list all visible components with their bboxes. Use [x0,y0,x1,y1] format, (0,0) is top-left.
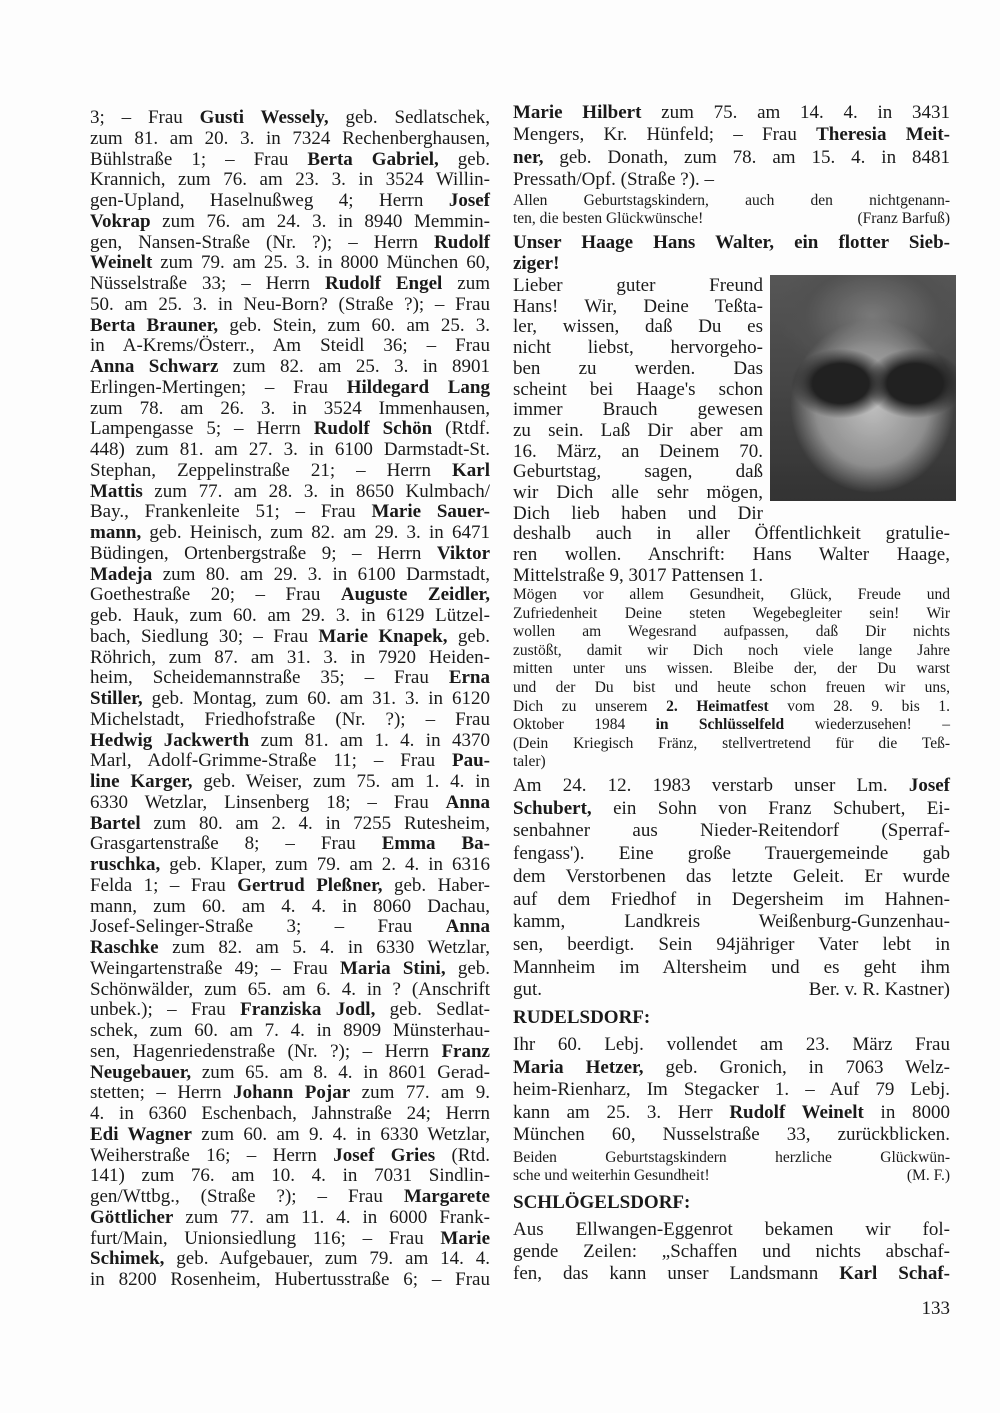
birthday-list-line [90,1208,490,1229]
line-text: Röhrich, zum 87. am 31. 3. in 7920 Heiden- [90,646,490,668]
line-text: 3; – Frau [90,107,200,128]
line-text: Goethestraße 20; – Frau [90,584,341,606]
line-text: zustößt, damit wir Dich noch viele lange Jahre [513,641,950,659]
haage-line [513,380,763,401]
line-text: gen/Wttbg., (Straße ?); – Frau [90,1186,404,1207]
line-text: bach, Siedlung 30; – Frau [90,625,319,647]
haage-line [513,462,763,483]
line-text: Bay., Frankenleite 51; – Frau [90,501,372,523]
signature: (Franz Barfuß) [857,209,950,227]
birthday-list-line [90,959,490,980]
bold-name: Johann Pojar [233,1082,351,1104]
line-text: geb. Gronich, in 7063 Welz- [643,1056,950,1078]
birthday-list-line [90,710,490,731]
line-text: ein Sohn von Franz Schubert, Ei- [591,797,950,819]
wish-line [513,716,950,735]
bold-name: Schimek, [90,1248,165,1270]
line-text: geb. Donath, zum 78. am 15. 4. in 8481 [543,146,950,168]
line-text: gen, Nansen-Straße (Nr. ?); – Herrn [90,231,435,253]
line-text: Marl, Adolf-Grimme-Straße 11; – Frau [90,750,452,772]
wish-line [513,586,950,605]
birthday-list-line [90,1270,490,1291]
line-text: zum 75. am 14. 4. in 3431 [641,102,951,123]
bold-name: Anna [445,916,490,938]
line-text: geb. Hauk, zum 60. am 29. 3. in 6129 Lützel- [90,605,490,626]
bold-name: Gertrud Pleßner, [237,874,383,896]
wish-line [513,605,950,624]
line-text: geb. Weiser, zum 75. am 1. 4. in [192,771,490,792]
line-text: Felda 1; – Frau [90,874,238,896]
line-text: ben zu werden. Das [513,357,763,379]
line-text: sen, beerdigt. Sein 94jähriger Vater lebt in [513,933,950,955]
wish-line [513,642,950,661]
rudelsdorf-line [513,1124,950,1147]
line-text: zum 78. am 26. 3. in 3524 Immenhausen, [90,397,490,419]
bold-name: Anna [445,791,490,813]
line-text: SCHLÖGELSDORF: [513,1192,691,1213]
bold-name: Anna Schwarz [90,356,219,377]
birthday-list-line [90,834,490,855]
birthday-list-line [90,814,490,835]
bold-name: Auguste Zeidler, [340,584,490,606]
line-text: sen, Hagenriedenstraße (Nr. ?); – Herrn [90,1040,442,1062]
line-text: zum 79. am 25. 3. in 8000 München 60, [152,252,490,274]
portrait-photo-hans-walter-haage [770,275,956,501]
birthday-list-line [90,544,490,565]
birthday-list-line [90,502,490,523]
haage-line [513,338,763,359]
line-text: taler) [513,753,546,771]
line-text: Weiherstraße 16; – Herrn [90,1144,334,1166]
line-text: heim, Scheidemannstraße 35; – Frau [90,667,449,689]
wish-line [513,679,950,698]
line-text: Hans! Wir, Deine Teßta- [513,295,763,317]
line-text: wiederzusehen! – [784,716,950,734]
schubert-line [513,911,950,934]
line-text: zum 80. am 2. 4. in 7255 Rutesheim, [140,812,490,834]
haage-line [513,359,763,380]
marie-line [513,169,950,191]
birthday-list-line [90,585,490,606]
birthday-list-line [90,938,490,959]
birthday-list-line [90,1166,490,1187]
schubert-line [513,957,950,980]
line-text: Geburtstag, sagen, daß [513,461,763,483]
line-text: auf dem Friedhof in Degersheim im Hahnen- [513,888,950,910]
birthday-list-line [90,648,490,669]
line-text: kann am 25. 3. Herr [513,1101,730,1123]
line-text: wir Dich alle sehr mögen, [513,482,763,503]
line-text: Weingartenstraße 49; – Frau [90,957,340,979]
birthday-list-line [90,1063,490,1084]
bold-name: Franziska Jodl, [240,999,376,1021]
line-text: Mannheim im Altersheim und es geht ihm [513,956,950,978]
barfuss-line [513,210,950,228]
line-text: Mögen vor allem Gesundheit, Glück, Freude und [513,586,950,603]
line-text: vom 28. 9. bis 1. [768,697,950,715]
bold-name: Emma Ba- [381,833,490,855]
line-text: (Rtdf. [432,418,490,440]
line-text: fengass'). Eine große Trauergemeinde gab [513,843,950,865]
line-text: Lampengasse 5; – Herrn [90,418,314,440]
schloegelsdorf-line [513,1219,950,1241]
bold-name: Berta Brauner, [90,314,219,336]
rudelsdorf-line [513,1034,950,1057]
line-text: wollen am Wegesrand aufpassen, daß Dir nichts [513,623,950,641]
birthday-list-line [90,876,490,897]
line-text: senbahner aus Nieder-Reitendorf (Sperraf- [513,820,950,842]
line-text: Krannich, zum 76. am 23. 3. in 3524 Willin- [90,169,490,191]
line-text: (Dein Kriegisch Fränz, stellvertretend für die Teß- [513,734,950,752]
line-text: geb. [445,957,490,979]
line-text: Lieber guter Freund [513,275,763,296]
line-text: geb. Aufgebauer, zum 79. am 14. 4. [164,1248,490,1270]
birthday-list-line [90,461,490,482]
line-text: Bühlstraße 1; – Frau [90,148,308,170]
birthday-list-line [90,731,490,752]
line-text: immer Brauch gewesen [513,399,763,421]
schubert-line [513,775,950,798]
line-text: 6330 Wetzlar, Linsenberg 18; – Frau [90,791,446,813]
bold-name: Mattis [90,480,143,502]
rudelsdorf-heading-line [513,1007,950,1029]
line-text: zum [442,273,490,294]
line-text: stetten; – Herrn [90,1082,234,1104]
bold-name: Maria Hetzer, [513,1056,644,1078]
birthday-list-line [90,399,490,420]
line-text: geb. Klaper, zum 79. am 2. 4. in 6316 [160,854,490,875]
bold-name: ner, [513,146,544,168]
line-text: München 60, Nusselstraße 33, zurückblicken. [513,1124,950,1145]
birthday-list-line [90,1083,490,1104]
birthday-list-line [90,917,490,938]
line-text: heim-Rienharz, Im Stegacker 1. – Auf 79 Lebj. [513,1079,950,1100]
bold-name: Theresia Meit- [816,124,950,146]
page-number: 133 [921,1298,950,1319]
line-text: zum 77. am 28. 3. in 8650 Kulmbach/ [142,480,490,502]
line-text: Schönwälder, zum 65. am 6. 4. in ? (Anschrift [90,978,490,1000]
line-text: Michelstadt, Friedhofstraße (Nr. ?); – Frau [90,708,490,730]
line-text: Nüsselstraße 33; – Herrn [90,273,325,294]
haage-line [513,524,950,545]
haage-line [513,545,950,566]
barfuss-line [513,192,950,210]
bold-name: Franz [441,1040,490,1062]
schubert-line [513,820,950,843]
bold-name: in Schlüsselfeld [655,716,785,734]
wish-line [513,735,950,754]
haage-line [513,297,763,318]
schloegelsdorf-line [513,1241,950,1263]
line-text: Mittelstraße 9, 3017 Pattensen 1. [513,564,764,586]
line-text: in A-Krems/Österr., Am Steidl 36; – Frau [90,335,490,357]
bold-name: Marie Hilbert [513,102,642,123]
signature: (M. F.) [906,1166,950,1184]
line-text: gen-Upland, Haselnußweg 4; Herrn [90,190,449,211]
birthday-list-line [90,1104,490,1125]
schubert-line [513,866,950,889]
line-text: nicht liebst, hervorgeho- [513,337,763,359]
marie-line [513,124,950,146]
birthday-list-line [90,1021,490,1042]
rudelsdorf-line [513,1102,950,1125]
schubert-line [513,979,950,1002]
birthday-list-line [90,150,490,171]
wish-line [513,660,950,679]
bold-name: Vokrap [90,210,151,232]
birthday-list-line [90,565,490,586]
rudelsdorf-note-line [513,1149,950,1167]
line-text: Oktober 1984 [513,716,656,734]
schubert-line [513,934,950,957]
line-text: geb. [447,625,491,647]
line-text: fen, das kann unser Landsmann [513,1263,840,1284]
line-text: Aus Ellwangen-Eggenrot bekamen wir fol- [513,1219,950,1240]
birthday-list-line [90,980,490,1001]
wish-line [513,698,950,717]
haage-line [513,483,763,504]
haage-heading-line [513,253,950,274]
marie-line [513,102,950,124]
line-text: zum 80. am 29. 3. in 6100 Darmstadt, [152,563,490,585]
birthday-list-line [90,1000,490,1021]
line-text: geb. [438,148,490,170]
haage-heading-line [513,232,950,253]
schubert-line [513,843,950,866]
birthday-list-line [90,233,490,254]
line-text: mitten unter uns wissen. Bleibe der, der Du warst [513,660,950,678]
birthday-list-line [90,772,490,793]
haage-line [513,421,763,442]
birthday-list-line [90,108,490,129]
bold-name: Viktor [436,542,490,564]
line-text: zum 82. am 25. 3. in 8901 [218,356,490,377]
bold-name: Erna [448,667,490,689]
birthday-list-line [90,253,490,274]
line-text: kamm, Landkreis Weißenburg-Gunzenhau- [513,911,950,933]
line-text: scheint bei Haage's schon [513,378,763,400]
line-text: 16. März, an Deinem 70. [513,440,763,462]
line-text: geb. Haber- [382,874,490,896]
line-text: Allen Geburtstagskindern, auch den nichtgenann- [513,192,950,209]
line-text: gut. [513,979,543,1001]
line-text: Dich zu unserem [513,697,667,715]
birthday-list-line [90,751,490,772]
line-text: geb. Sedlat- [375,999,490,1021]
bold-name: Marie [440,1227,490,1249]
line-text: (Rtd. [435,1144,490,1166]
schubert-line [513,798,950,821]
wish-line [513,623,950,642]
schubert-line [513,889,950,912]
line-text: unbek.); – Frau [90,999,241,1021]
birthday-list-line [90,627,490,648]
schloegelsdorf-heading-line [513,1192,950,1214]
birthday-list-line [90,212,490,233]
line-text: ten, die besten Glückwünsche! [513,209,704,227]
birthday-list-line [90,1249,490,1270]
birthday-list-line [90,357,490,378]
birthday-list-line [90,689,490,710]
line-text: geb. Montag, zum 60. am 31. 3. in 6120 [142,688,490,709]
birthday-list-line [90,316,490,337]
bold-name: Bartel [90,812,141,834]
bold-name: 2. Heimatfest [666,697,769,715]
haage-line [513,400,763,421]
bold-name: Karl [452,459,490,481]
birthday-list-line [90,897,490,918]
line-text: ren wollen. Anschrift: Hans Walter Haage, [513,544,950,566]
birthday-list-line [90,440,490,461]
line-text: zum 77. am 11. 4. in 6000 Frank- [173,1206,490,1228]
signature: Ber. v. R. Kastner) [808,979,950,1001]
bold-name: Hildegard Lang [346,376,490,398]
bold-name: Weinelt [90,252,153,274]
line-text: RUDELSDORF: [513,1007,651,1028]
bold-name: Rudolf Schön [313,418,433,440]
birthday-list-line [90,1229,490,1250]
bold-name: Josef [908,775,950,796]
line-text: geb. Heinisch, zum 82. am 29. 3. in 6471 [141,522,490,543]
marie-line [513,147,950,169]
birthday-list-line [90,336,490,357]
bold-name: Neugebauer, [90,1061,192,1083]
line-text: Erlingen-Mertingen; – Frau [90,376,347,398]
bold-name: Edi Wagner [90,1123,192,1145]
line-text: Büdingen, Ortenbergstraße 9; – Herrn [90,542,437,564]
line-text: Grasgartenstraße 8; – Frau [90,833,382,855]
schloegelsdorf-line [513,1263,950,1285]
line-text: zum 77. am 9. [350,1082,490,1104]
line-text: ziger! [513,253,560,274]
birthday-list-line [90,1146,490,1167]
bold-name: Gusti Wessely, [199,107,329,128]
bold-name: mann, [90,522,142,543]
line-text: furt/Main, Unionsiedlung 116; – Frau [90,1227,441,1249]
bold-name: Madeja [90,563,153,585]
bold-name: Maria Stini, [339,957,446,979]
line-text: 50. am 25. 3. in Neu-Born? (Straße ?); – Frau [90,293,490,315]
bold-name: line Karger, [90,771,193,792]
bold-name: ruschka, [90,854,161,875]
haage-line [513,566,950,587]
bold-name: Hedwig Jackwerth [90,729,250,751]
bold-name: Raschke [90,937,159,958]
haage-line [513,504,763,525]
line-text: 141) zum 76. am 10. 4. in 7031 Sindlin- [90,1165,490,1187]
bold-name: Göttlicher [90,1206,174,1228]
wish-line [513,753,950,772]
birthday-list-line [90,1042,490,1063]
line-text: 4. in 6360 Eschenbach, Jahnstraße 24; Herrn [90,1103,490,1124]
bold-name: Rudolf Weinelt [729,1101,864,1123]
line-text: Unser Haage Hans Walter, ein flotter Sieb- [513,232,950,253]
birthday-list-line [90,793,490,814]
birthday-list-line [90,482,490,503]
line-text: Pressath/Opf. (Straße ?). – [513,168,715,190]
rudelsdorf-note-line [513,1167,950,1185]
birthday-list-line [90,129,490,150]
bold-name: Margarete [403,1186,490,1207]
bold-name: Karl Schaf- [839,1263,950,1284]
birthday-list-line [90,855,490,876]
line-text: dem Verstorbenen das letzte Geleit. Er wurde [513,865,950,887]
birthday-list-line [90,191,490,212]
line-text: Zufriedenheit Deine steten Wegebegleiter sein! Wir [513,604,950,622]
birthday-list-line [90,606,490,627]
birthday-list-line [90,295,490,316]
bold-name: Marie Sauer- [371,501,490,523]
line-text: deshalb auch in aller Öffentlichkeit gratulie- [513,523,950,545]
line-text: zum 65. am 8. 4. in 8601 Gerad- [191,1061,490,1083]
birthday-list-line [90,170,490,191]
bold-name: Rudolf Engel [324,273,443,294]
bold-name: Berta Gabriel, [307,148,439,170]
line-text: Beiden Geburtstagskindern herzliche Glückwün- [513,1149,950,1166]
line-text: in 8200 Rosenheim, Hubertusstraße 6; – Frau [90,1269,490,1290]
line-text: zu sein. Laß Dir aber am [513,419,763,441]
line-text: 448) zum 81. am 27. 3. in 6100 Darmstadt-St. [90,439,490,460]
line-text: zum 82. am 5. 4. in 6330 Wetzlar, [158,937,490,958]
bold-name: Stiller, [90,688,143,709]
line-text: geb. Stein, zum 60. am 25. 3. [218,314,490,336]
birthday-list-line [90,523,490,544]
line-text: Am 24. 12. 1983 verstarb unser Lm. [513,775,909,796]
line-text: Ihr 60. Lebj. vollendet am 23. März Frau [513,1034,950,1055]
rudelsdorf-line [513,1079,950,1102]
haage-line [513,276,763,297]
line-text: in 8000 [863,1101,950,1123]
line-text: Stephan, Zeppelinstraße 21; – Herrn [90,459,452,481]
line-text: zum 81. am 20. 3. in 7324 Rechenberghausen, [90,127,490,149]
line-text: sche und weiterhin Gesundheit! [513,1166,710,1184]
bold-name: Rudolf [434,231,490,253]
line-text: mann, zum 60. am 4. 4. in 8060 Dachau, [90,895,490,917]
line-text: und der Du bist und heute schon freuen wir uns, [513,679,950,696]
bold-name: Marie Knapek, [318,625,448,647]
line-text: Josef-Selinger-Straße 3; – Frau [90,916,446,938]
line-text: zum 76. am 24. 3. in 8940 Memmin- [150,210,490,232]
line-text: Mengers, Kr. Hünfeld; – Frau [513,124,817,146]
line-text: zum 81. am 1. 4. in 4370 [249,729,490,751]
bold-name: Schubert, [513,797,592,819]
bold-name: Josef Gries [333,1144,436,1166]
line-text: gende Zeilen: „Schaffen und nichts abschaf- [513,1241,950,1262]
rudelsdorf-line [513,1057,950,1080]
birthday-list-line [90,1125,490,1146]
line-text: schek, zum 60. am 7. 4. in 8909 Münsterhau- [90,1020,490,1041]
line-text: ler, wissen, daß Du es [513,316,763,338]
line-text: zum 60. am 9. 4. in 6330 Wetzlar, [191,1123,490,1145]
birthday-list-line [90,419,490,440]
line-text: geb. Sedlatschek, [328,107,491,128]
birthday-list-line [90,274,490,295]
line-text: Dich lieb haben und Dir [513,502,763,524]
haage-line [513,442,763,463]
bold-name: Pau- [452,750,490,772]
birthday-list-line [90,668,490,689]
birthday-list-line [90,378,490,399]
birthday-list-line [90,1187,490,1208]
haage-line [513,317,763,338]
bold-name: Josef [448,190,490,211]
